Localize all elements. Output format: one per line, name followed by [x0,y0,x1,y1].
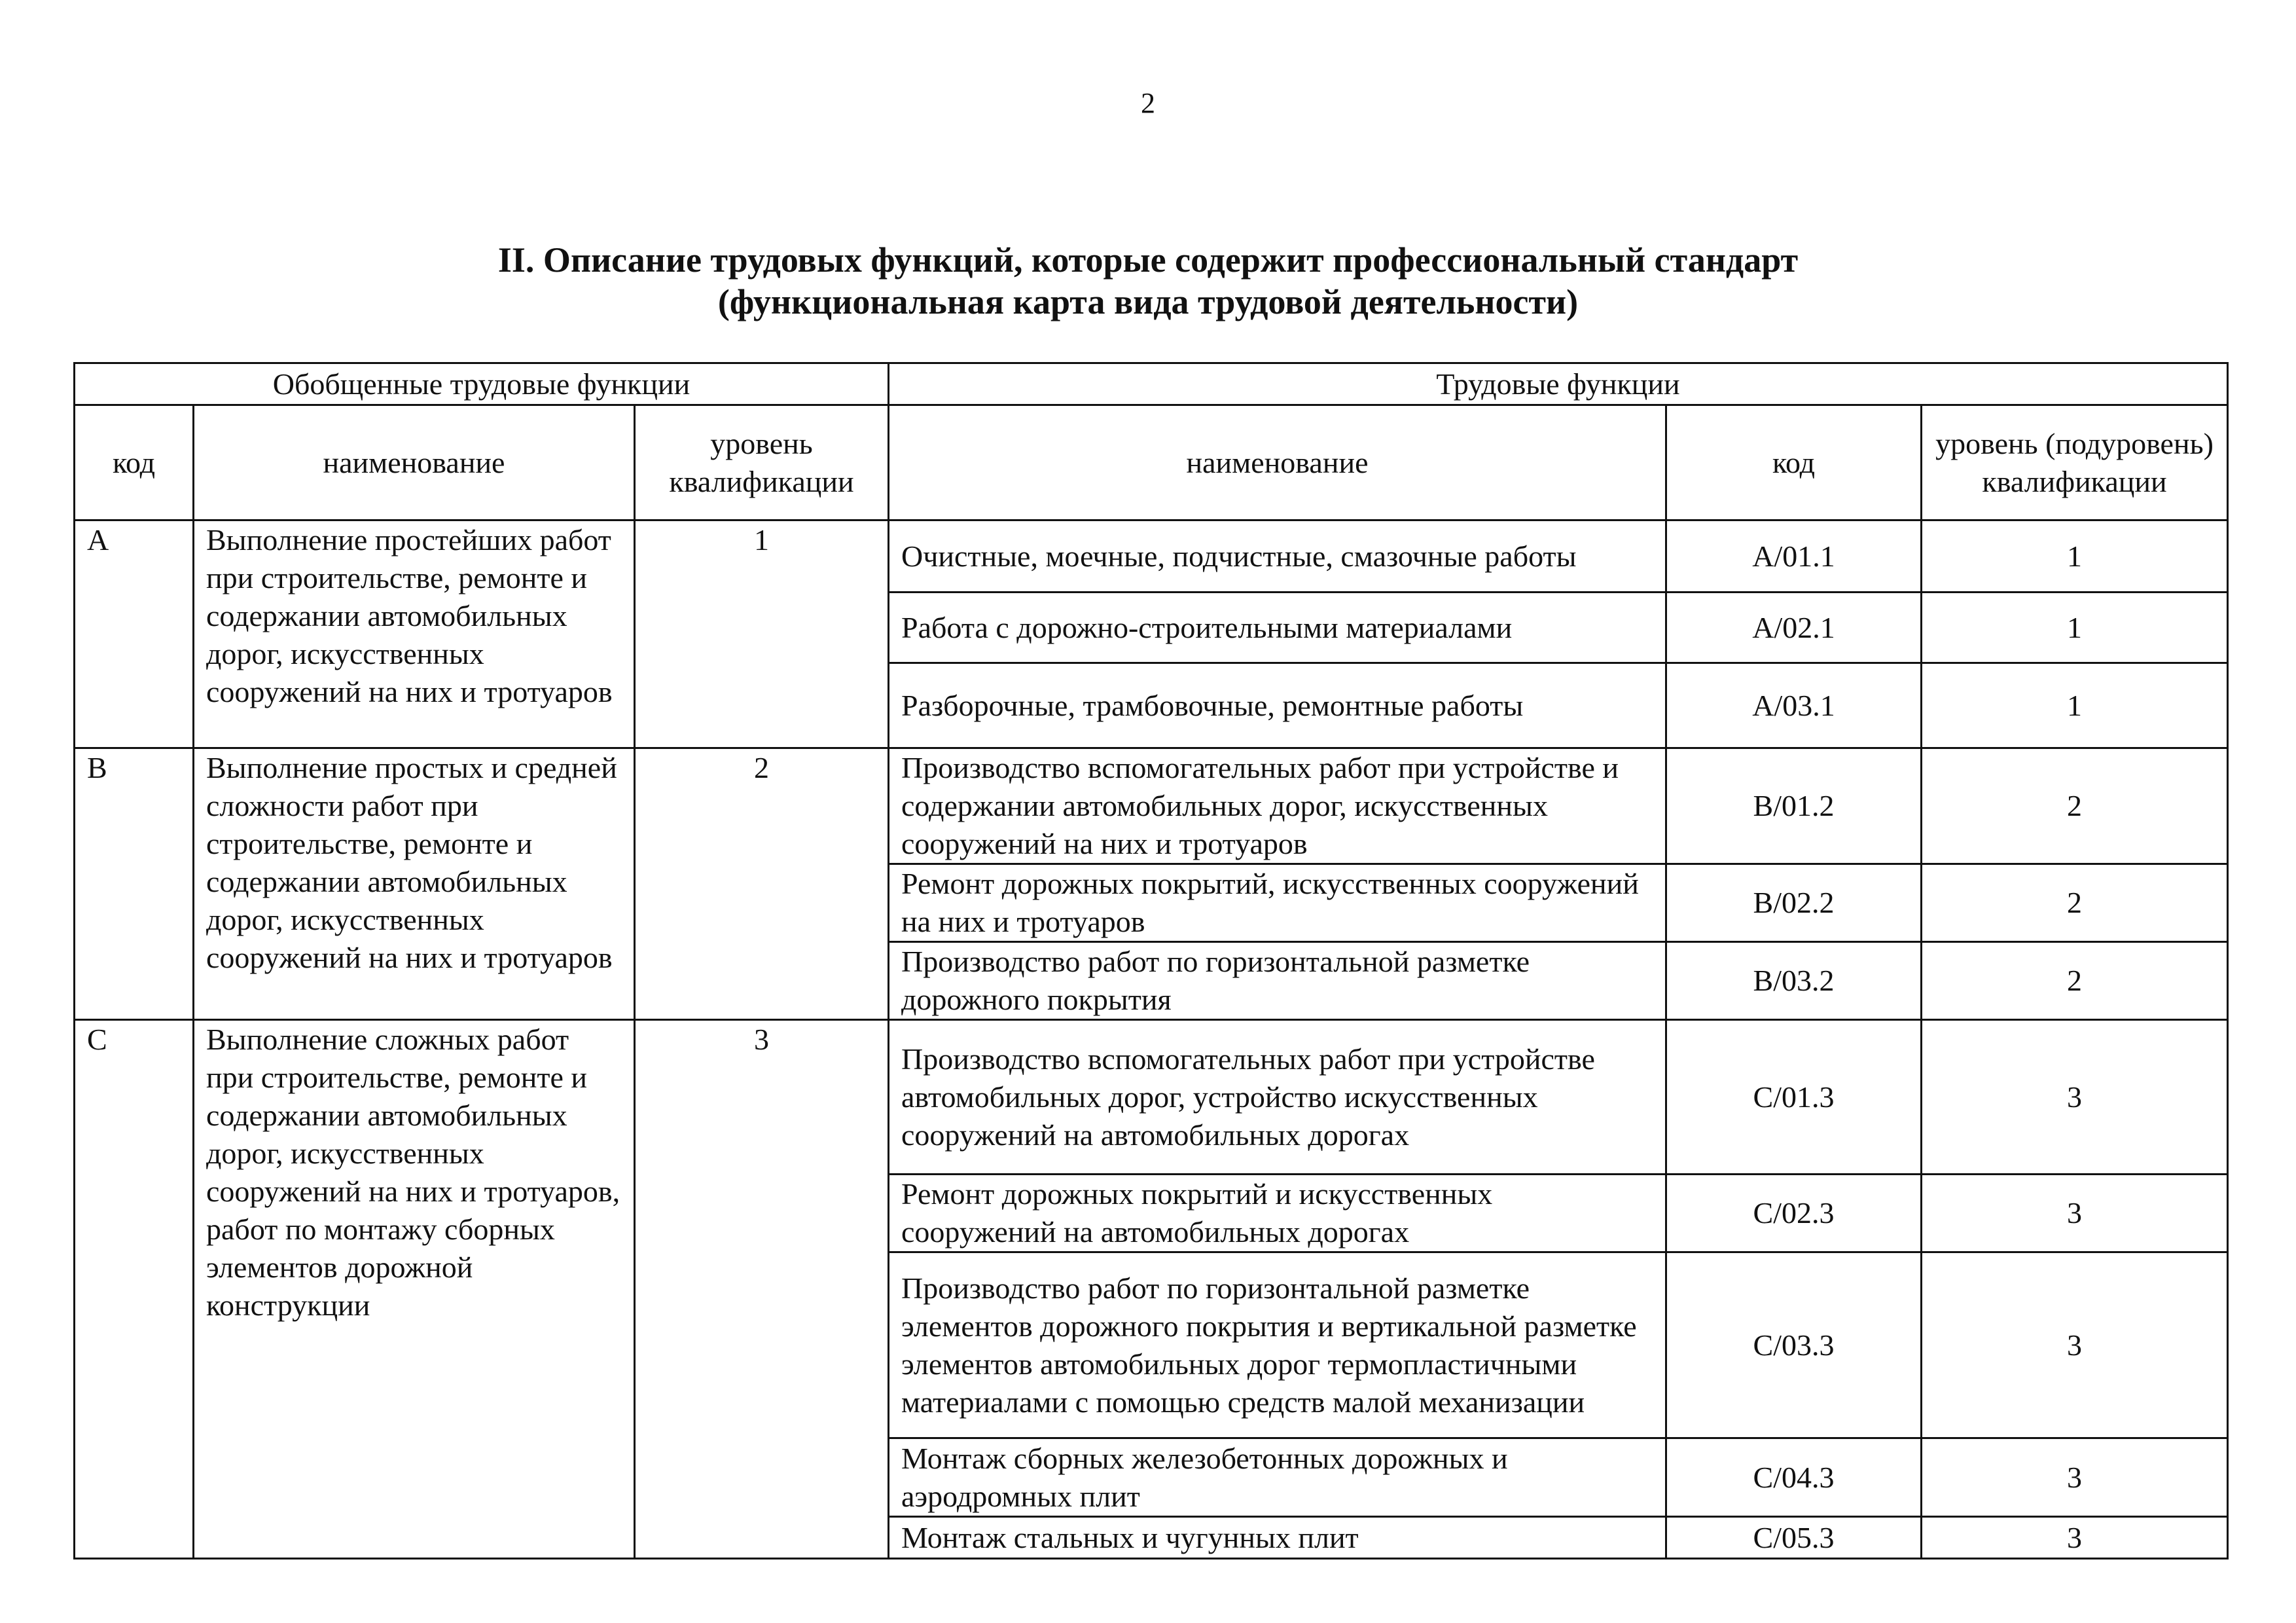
col-header-otf-code: код [75,405,194,520]
tf-code: C/01.3 [1666,1020,1922,1175]
tf-name: Разборочные, трамбовочные, ремонтные работы [889,663,1666,748]
tf-name: Производство вспомогательных работ при устройстве и содержании автомобильных дорог, искусственных сооружений на них и тротуаров [889,748,1666,864]
functional-map-table [73,362,2229,1559]
tf-code: B/02.2 [1666,864,1922,942]
tf-level: 3 [1922,1020,2228,1175]
otf-name: Выполнение сложных работ при строительстве, ремонте и содержании автомобильных дорог, искусственных сооружений на них и тротуаров, работ по монтажу сборных элементов дорожной конструкции [194,1020,635,1559]
col-header-tf-level: уровень (подуровень) квалификации [1922,405,2228,520]
tf-code: C/03.3 [1666,1252,1922,1438]
tf-level: 1 [1922,663,2228,748]
tf-name: Работа с дорожно-строительными материалами [889,593,1666,663]
tf-name: Производство работ по горизонтальной разметке элементов дорожного покрытия и вертикальной разметке элементов автомобильных дорог термопластичными материалами с помощью средств малой механизации [889,1252,1666,1438]
tf-code: B/03.2 [1666,942,1922,1020]
tf-level: 3 [1922,1252,2228,1438]
tf-name: Ремонт дорожных покрытий и искусственных сооружений на автомобильных дорогах [889,1175,1666,1252]
tf-level: 2 [1922,748,2228,864]
page-number: 2 [1141,87,1155,119]
tf-code: C/05.3 [1666,1517,1922,1559]
tf-level: 3 [1922,1517,2228,1559]
tf-level: 3 [1922,1175,2228,1252]
title-line-2: (функциональная карта вида трудовой деятельности) [717,282,1579,321]
tf-level: 1 [1922,520,2228,593]
tf-level: 3 [1922,1438,2228,1517]
group-header-functions: Трудовые функции [889,363,2228,405]
tf-name: Очистные, моечные, подчистные, смазочные работы [889,520,1666,593]
table-header [75,363,2228,520]
col-header-otf-level: уровень квалификации [635,405,889,520]
otf-code: A [75,520,194,748]
otf-level: 1 [635,520,889,748]
tf-level: 2 [1922,942,2228,1020]
otf-name: Выполнение простых и средней сложности работ при строительстве, ремонте и содержании автомобильных дорог, искусственных сооружений на них и тротуаров [194,748,635,1020]
otf-name: Выполнение простейших работ при строительстве, ремонте и содержании автомобильных дорог, искусственных сооружений на них и тротуаров [194,520,635,748]
col-header-tf-code: код [1666,405,1922,520]
tf-name: Производство вспомогательных работ при устройстве автомобильных дорог, устройство искусственных сооружений на автомобильных дорогах [889,1020,1666,1175]
tf-code: A/01.1 [1666,520,1922,593]
tf-name: Монтаж сборных железобетонных дорожных и аэродромных плит [889,1438,1666,1517]
tf-name: Ремонт дорожных покрытий, искусственных сооружений на них и тротуаров [889,864,1666,942]
tf-code: C/02.3 [1666,1175,1922,1252]
title-line-1: II. Описание трудовых функций, которые содержит профессиональный стандарт [497,240,1799,280]
tf-name: Производство работ по горизонтальной разметке дорожного покрытия [889,942,1666,1020]
table-body [75,520,2228,1559]
group-header-generalized: Обобщенные трудовые функции [75,363,889,405]
otf-level: 2 [635,748,889,1020]
tf-code: B/01.2 [1666,748,1922,864]
col-header-tf-name: наименование [889,405,1666,520]
tf-code: A/02.1 [1666,593,1922,663]
otf-code: B [75,748,194,1020]
table-row [75,1020,2228,1175]
tf-level: 2 [1922,864,2228,942]
col-header-otf-name: наименование [194,405,635,520]
page-title [0,239,2296,323]
table-row [75,748,2228,864]
otf-level: 3 [635,1020,889,1559]
tf-code: A/03.1 [1666,663,1922,748]
tf-code: C/04.3 [1666,1438,1922,1517]
tf-name: Монтаж стальных и чугунных плит [889,1517,1666,1559]
tf-level: 1 [1922,593,2228,663]
otf-code: C [75,1020,194,1559]
table-row [75,520,2228,593]
